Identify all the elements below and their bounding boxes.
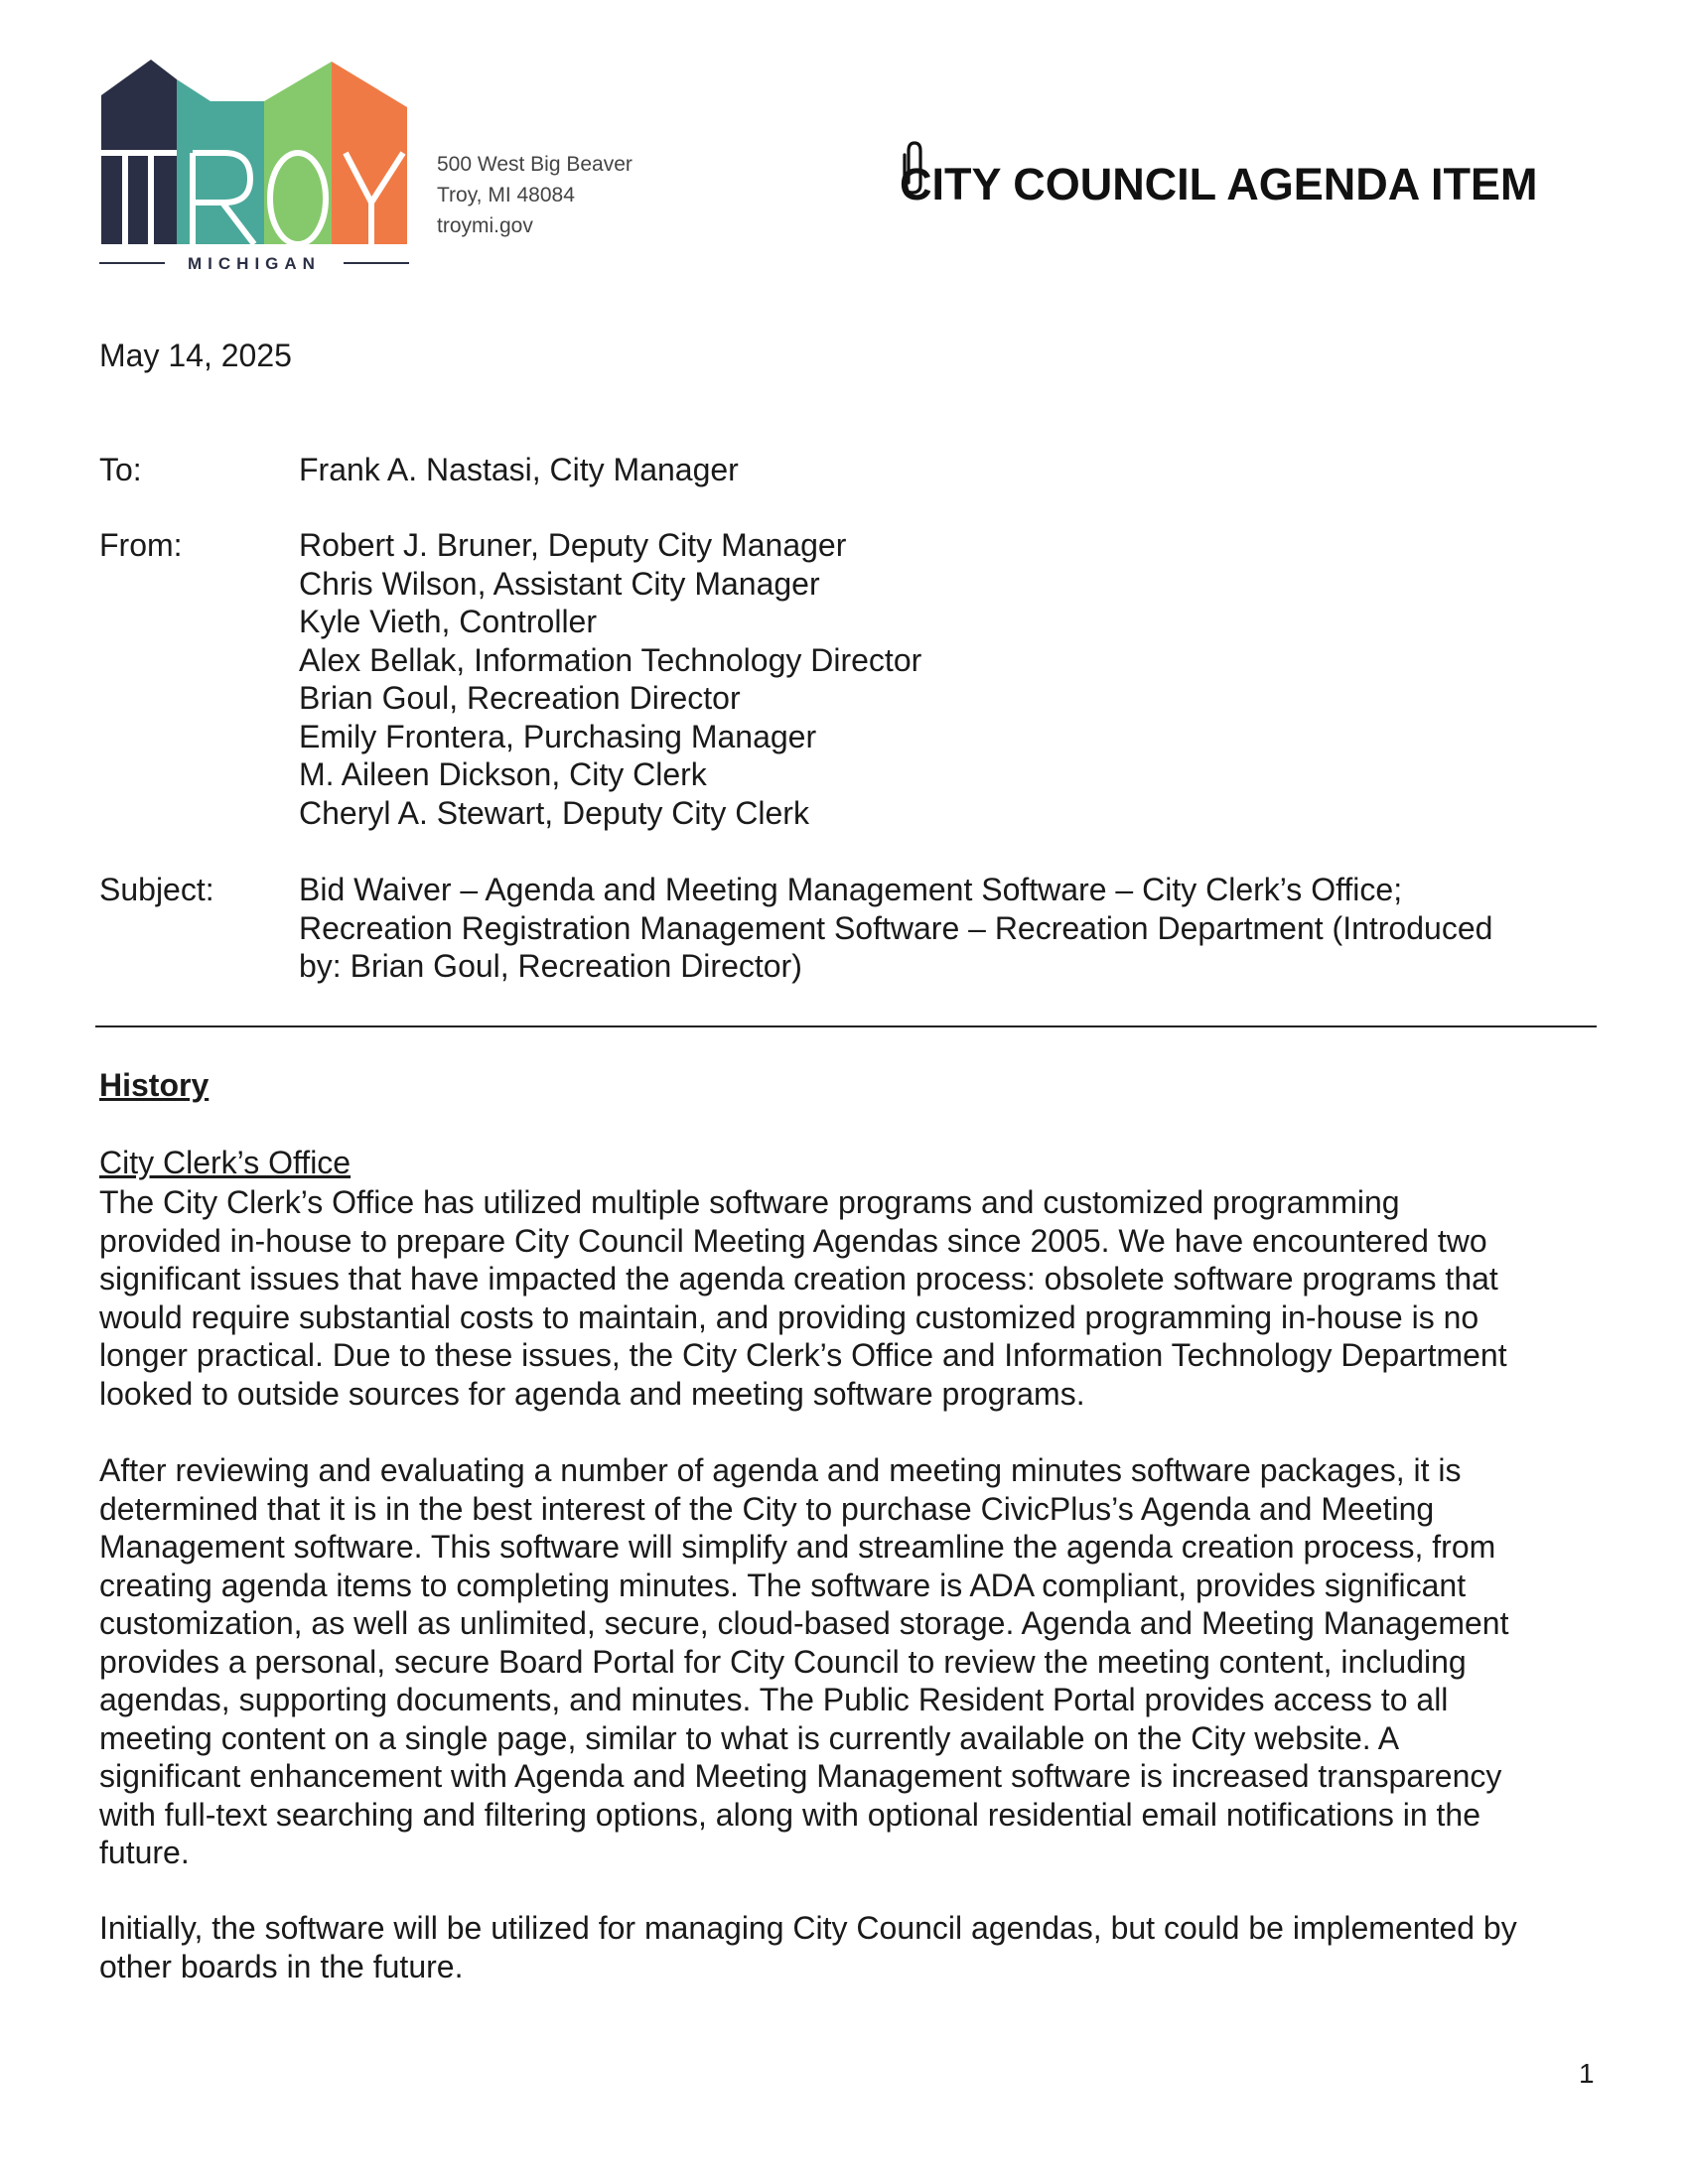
memo-from-name: Emily Frontera, Purchasing Manager bbox=[299, 718, 817, 754]
paragraph-line: provided in-house to prepare City Council Meeting Agendas since 2005. We have encountered two bbox=[99, 1222, 1487, 1259]
agenda-item-title: CITY COUNCIL AGENDA ITEM bbox=[900, 159, 1538, 209]
memo-from-name: Cheryl A. Stewart, Deputy City Clerk bbox=[299, 794, 809, 831]
troy-michigan-logo bbox=[95, 58, 413, 276]
logo-michigan-text: MICHIGAN bbox=[188, 254, 321, 273]
memo-subject-label: Subject: bbox=[99, 872, 214, 907]
paragraph-line: with full-text searching and filtering options, along with optional residential email notifications in the bbox=[99, 1796, 1480, 1833]
memo-subject-line: by: Brian Goul, Recreation Director) bbox=[299, 948, 802, 984]
paragraph-3 bbox=[99, 1909, 1599, 1985]
memo-to-value: Frank A. Nastasi, City Manager bbox=[299, 452, 739, 487]
memo-from-name: Brian Goul, Recreation Director bbox=[299, 680, 741, 716]
memo-from-name: Alex Bellak, Information Technology Director bbox=[299, 641, 922, 678]
paragraph-line: looked to outside sources for agenda and meeting software programs. bbox=[99, 1375, 1085, 1412]
memo-subject-line: Recreation Registration Management Software – Recreation Department (Introduced bbox=[299, 909, 1493, 946]
paragraph-line: creating agenda items to completing minutes. The software is ADA compliant, provides significant bbox=[99, 1567, 1467, 1603]
memo-from-label: From: bbox=[99, 527, 183, 563]
paragraph-line: determined that it is in the best interest of the City to purchase CivicPlus’s Agenda and Meeting bbox=[99, 1490, 1435, 1527]
paragraph-line: provides a personal, secure Board Portal for City Council to review the meeting content, including bbox=[99, 1643, 1467, 1680]
clerk-office-heading: City Clerk’s Office bbox=[99, 1145, 352, 1180]
address-line-1: 500 West Big Beaver bbox=[437, 153, 633, 176]
paragraph-line: longer practical. Due to these issues, the City Clerk’s Office and Information Technology Department bbox=[99, 1337, 1507, 1373]
paragraph-line: significant enhancement with Agenda and Meeting Management software is increased transparency bbox=[99, 1758, 1502, 1794]
memo-from-name: Robert J. Bruner, Deputy City Manager bbox=[299, 527, 847, 563]
address-line-2: Troy, MI 48084 bbox=[437, 184, 575, 206]
paragraph-line: The City Clerk’s Office has utilized multiple software programs and customized programming bbox=[99, 1184, 1400, 1220]
memo-from-name: M. Aileen Dickson, City Clerk bbox=[299, 756, 707, 792]
memo-date: May 14, 2025 bbox=[99, 338, 292, 373]
paragraph-1 bbox=[99, 1183, 1599, 1413]
paragraph-line: Initially, the software will be utilized for managing City Council agendas, but could be implemented by bbox=[99, 1910, 1517, 1946]
paragraph-line: significant issues that have impacted the agenda creation process: obsolete software programs that bbox=[99, 1261, 1498, 1297]
paragraph-line: other boards in the future. bbox=[99, 1948, 464, 1984]
paragraph-line: Management software. This software will simplify and streamline the agenda creation process, from bbox=[99, 1529, 1496, 1565]
paragraph-line: future. bbox=[99, 1835, 190, 1870]
memo-subject-line: Bid Waiver – Agenda and Meeting Management Software – City Clerk’s Office; bbox=[299, 872, 1403, 907]
paragraph-line: meeting content on a single page, similar to what is currently available on the City website. A bbox=[99, 1719, 1400, 1756]
header-divider bbox=[95, 1025, 1597, 1027]
paragraph-line: agendas, supporting documents, and minutes. The Public Resident Portal provides access to all bbox=[99, 1682, 1449, 1717]
memo-from-name: Kyle Vieth, Controller bbox=[299, 604, 597, 639]
website-link[interactable]: troymi.gov bbox=[437, 214, 533, 237]
address-block bbox=[437, 149, 633, 241]
paragraph-2 bbox=[99, 1451, 1599, 1872]
paragraph-line: customization, as well as unlimited, secure, cloud-based storage. Agenda and Meeting Management bbox=[99, 1605, 1509, 1641]
memo-from-name: Chris Wilson, Assistant City Manager bbox=[299, 565, 820, 602]
page-number: 1 bbox=[1579, 2058, 1595, 2089]
paragraph-line: After reviewing and evaluating a number of agenda and meeting minutes software packages, it is bbox=[99, 1452, 1462, 1488]
memo-to-label: To: bbox=[99, 452, 142, 487]
history-heading: History bbox=[99, 1067, 210, 1103]
paragraph-line: would require substantial costs to maintain, and providing customized programming in-house is no bbox=[99, 1298, 1479, 1335]
